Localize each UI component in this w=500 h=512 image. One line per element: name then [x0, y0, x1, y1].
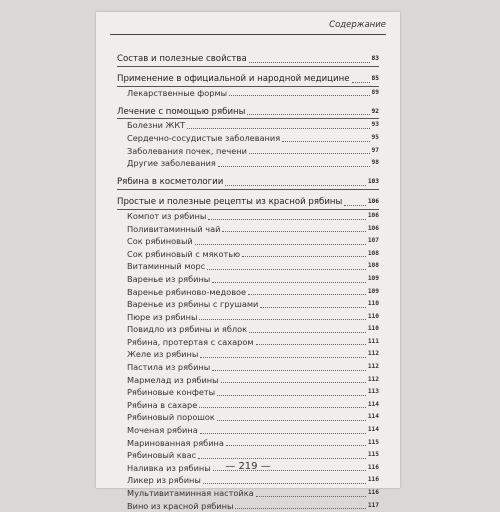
toc-entry-page: 98 — [371, 159, 379, 167]
toc-entry-page: 116 — [367, 489, 379, 496]
dot-leader — [212, 369, 366, 371]
toc-entry-page: 89 — [371, 88, 379, 96]
table-of-contents — [117, 53, 379, 512]
toc-entry — [117, 361, 379, 374]
dot-leader — [256, 495, 366, 497]
toc-entry-page: 111 — [367, 337, 379, 345]
dot-leader — [242, 255, 366, 257]
toc-entry-page: 112 — [367, 363, 379, 371]
page-number: — 219 — — [225, 461, 271, 472]
toc-entry — [117, 374, 379, 387]
toc-entry-label: Сок рябиновый — [127, 236, 193, 247]
dot-leader — [249, 61, 370, 63]
toc-entry — [117, 286, 379, 299]
dot-leader — [229, 94, 369, 96]
dot-leader — [199, 318, 365, 320]
header-rule — [110, 34, 386, 35]
dot-leader — [198, 457, 366, 459]
toc-entry — [117, 132, 379, 145]
toc-section — [117, 106, 379, 120]
toc-entry-page: 109 — [367, 287, 379, 295]
running-head: Содержание — [329, 20, 386, 30]
toc-entry — [117, 424, 379, 437]
toc-section-label: Простые и полезные рецепты из красной рябины — [117, 197, 343, 208]
dot-leader — [282, 140, 369, 142]
toc-section-page: 92 — [371, 107, 379, 115]
toc-section-label: Состав и полезные свойства — [117, 54, 247, 64]
toc-entry-label: Моченая рябина — [127, 425, 198, 436]
toc-entry-label: Мультивитаминная настойка — [127, 488, 254, 498]
dot-leader — [221, 381, 366, 383]
dot-leader — [235, 507, 365, 509]
toc-entry-page: 112 — [367, 350, 379, 358]
toc-entry-page: 115 — [367, 451, 379, 459]
toc-entry — [117, 157, 379, 170]
toc-entry-label: Рябина в сахаре — [127, 399, 198, 410]
dot-leader — [256, 343, 366, 345]
toc-entry-page: 115 — [367, 438, 379, 446]
dot-leader — [352, 81, 370, 83]
toc-section-label: Рябина в косметологии — [117, 177, 224, 188]
toc-entry-label: Рябина, протертая с сахаром — [127, 336, 254, 347]
dot-leader — [226, 444, 366, 446]
toc-entry-label: Рябиновые конфеты — [127, 387, 216, 398]
toc-section-page: 85 — [371, 75, 379, 83]
toc-entry-label: Болезни ЖКТ — [127, 120, 186, 131]
toc-entry-page: 97 — [371, 146, 379, 154]
toc-entry-label: Мармелад из рябины — [127, 374, 219, 385]
toc-entry — [117, 323, 379, 336]
toc-entry — [117, 411, 379, 424]
toc-entry-label: Заболевания почек, печени — [127, 145, 247, 156]
dot-leader — [199, 406, 366, 408]
book-page — [96, 12, 400, 511]
dot-leader — [212, 281, 366, 283]
toc-entry-page: 108 — [367, 249, 379, 257]
toc-section — [117, 73, 379, 87]
toc-entry — [117, 298, 379, 311]
toc-entry — [117, 336, 379, 349]
toc-entry — [117, 119, 379, 132]
toc-entry-label: Маринованная рябина — [127, 437, 224, 448]
toc-entry-label: Другие заболевания — [127, 158, 216, 169]
toc-entry — [117, 386, 379, 399]
toc-entry — [117, 235, 379, 248]
toc-section-label: Лечение с помощью рябины — [117, 106, 246, 117]
toc-entry-label: Ликер из рябины — [127, 475, 201, 486]
dot-leader — [203, 482, 366, 484]
toc-entry-page: 116 — [367, 463, 379, 471]
toc-entry — [117, 311, 379, 324]
toc-entry-page: 112 — [367, 375, 379, 383]
toc-entry-page: 114 — [367, 400, 379, 408]
toc-entry-label: Варенье рябиново-медовое — [127, 286, 247, 297]
dot-leader — [344, 204, 365, 206]
toc-entry-label: Повидло из рябины и яблок — [127, 324, 248, 335]
toc-section — [117, 176, 379, 190]
toc-entry-page: 107 — [367, 237, 379, 245]
dot-leader — [195, 243, 366, 245]
toc-entry-page: 110 — [367, 312, 379, 320]
toc-entry-label: Вино из красной рябины — [127, 500, 234, 511]
toc-entry-label: Компот из рябины — [127, 210, 207, 221]
dot-leader — [207, 268, 366, 270]
toc-entry-page: 95 — [371, 133, 379, 141]
toc-section-page: 106 — [367, 198, 379, 206]
toc-entry — [117, 248, 379, 261]
toc-entry-page: 106 — [367, 211, 379, 219]
toc-entry-page: 117 — [367, 501, 379, 509]
dot-leader — [248, 293, 366, 295]
toc-entry-label: Рябиновый порошок — [127, 412, 215, 423]
toc-entry — [117, 348, 379, 361]
dot-leader — [200, 432, 366, 434]
toc-entry — [117, 500, 379, 512]
dot-leader — [249, 152, 370, 154]
dot-leader — [187, 127, 369, 129]
toc-entry-label: Наливка из рябины — [127, 462, 211, 473]
toc-section — [117, 196, 379, 210]
toc-entry-page: 116 — [367, 476, 379, 484]
toc-section-page: 83 — [371, 55, 379, 62]
toc-entry-label: Желе из рябины — [127, 349, 199, 360]
dot-leader — [208, 218, 365, 220]
toc-entry-label: Сок рябиновый с мякотью — [127, 248, 240, 259]
toc-entry — [117, 145, 379, 158]
toc-entry — [117, 474, 379, 487]
toc-section-page: 103 — [367, 178, 379, 186]
dot-leader — [218, 165, 370, 167]
toc-entry-page: 106 — [367, 224, 379, 232]
toc-entry-page: 110 — [367, 325, 379, 333]
toc-section-label: Применение в официальной и народной медицине — [117, 74, 350, 85]
toc-entry-label: Поливитаминный чай — [127, 223, 221, 234]
toc-entry — [117, 223, 379, 236]
toc-entry-page: 114 — [367, 426, 379, 434]
dot-leader — [222, 230, 365, 232]
dot-leader — [217, 394, 366, 396]
toc-entry-page: 109 — [367, 274, 379, 282]
toc-entry — [117, 273, 379, 286]
toc-entry — [117, 487, 379, 500]
dot-leader — [260, 306, 365, 308]
toc-entry — [117, 449, 379, 462]
toc-entry-label: Пастила из рябины — [127, 362, 211, 373]
toc-entry-page: 114 — [367, 413, 379, 421]
toc-entry-label: Варенье из рябины с грушами — [127, 299, 259, 310]
dot-leader — [249, 331, 366, 333]
toc-entry — [117, 87, 379, 100]
dot-leader — [225, 184, 366, 186]
toc-entry — [117, 260, 379, 273]
toc-entry-page: 108 — [367, 262, 379, 270]
toc-entry-label: Рябиновый квас — [127, 450, 197, 461]
toc-entry-page: 93 — [371, 121, 379, 129]
dot-leader — [217, 419, 366, 421]
toc-entry — [117, 437, 379, 450]
toc-entry — [117, 399, 379, 412]
toc-section — [117, 53, 379, 67]
toc-entry-page: 110 — [367, 300, 379, 308]
toc-entry-label: Лекарственные формы — [127, 87, 228, 98]
toc-entry-label: Витаминный морс — [127, 261, 206, 272]
toc-entry-label: Пюре из рябины — [127, 311, 198, 322]
toc-entry — [117, 210, 379, 223]
toc-entry-label: Варенье из рябины — [127, 273, 211, 284]
toc-entry-label: Сердечно-сосудистые заболевания — [127, 132, 281, 143]
dot-leader — [247, 113, 369, 115]
dot-leader — [200, 356, 365, 358]
toc-entry-page: 113 — [367, 388, 379, 396]
